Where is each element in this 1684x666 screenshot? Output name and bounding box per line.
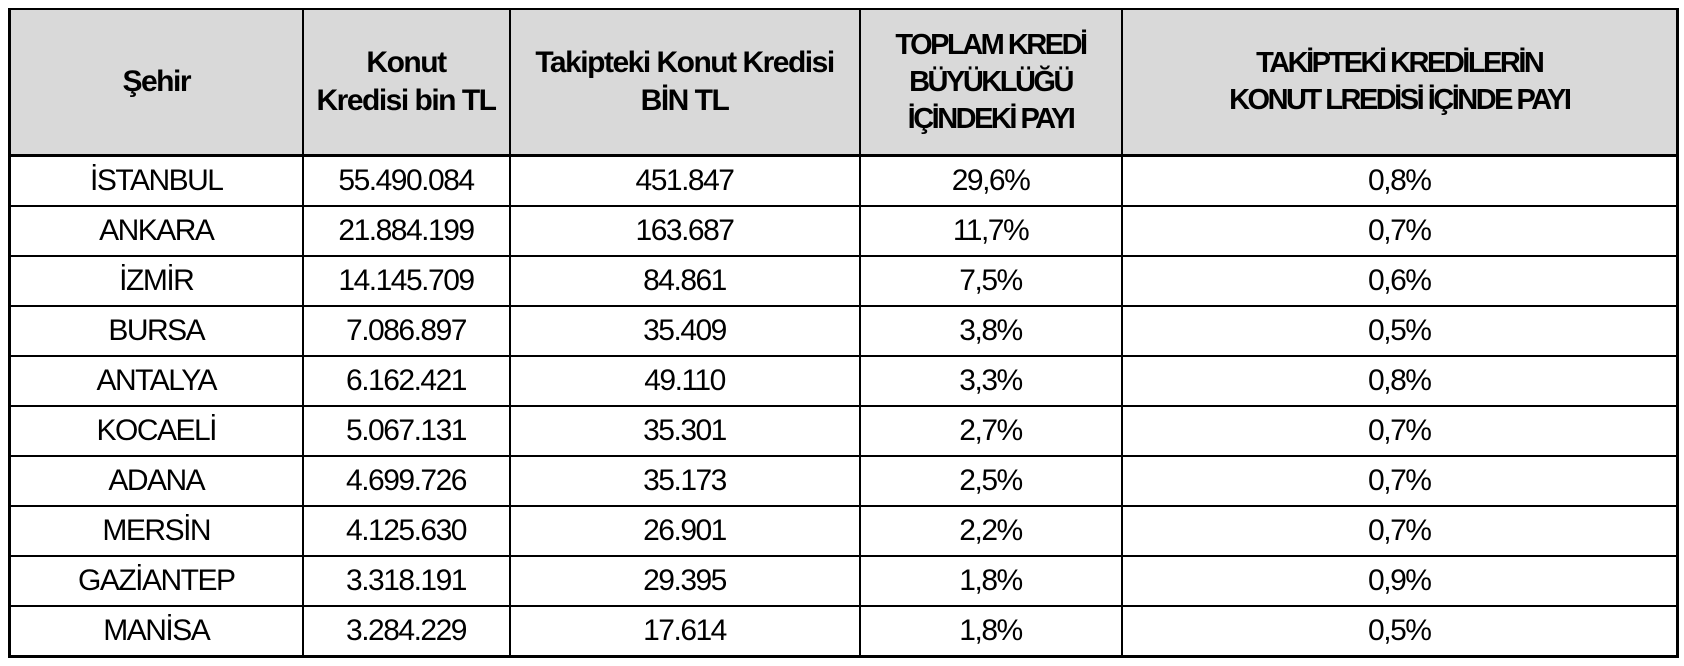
- header-takipteki-kredi-line-2: BİN TL: [640, 84, 729, 117]
- takipteki-cell: 35.173: [510, 456, 860, 506]
- konut-kredisi-cell: 5.067.131: [303, 406, 510, 456]
- city-cell: İSTANBUL: [10, 156, 303, 207]
- city-cell: MANİSA: [10, 606, 303, 657]
- konut-kredisi-cell: 3.284.229: [303, 606, 510, 657]
- toplam-pay-cell: 1,8%: [860, 606, 1122, 657]
- city-cell: MERSİN: [10, 506, 303, 556]
- city-cell: KOCAELİ: [10, 406, 303, 456]
- header-konut-kredisi: [303, 9, 510, 156]
- takipteki-pay-cell: 0,8%: [1122, 156, 1678, 207]
- toplam-pay-cell: 29,6%: [860, 156, 1122, 207]
- header-city: [10, 9, 303, 156]
- takipteki-pay-cell: 0,8%: [1122, 356, 1678, 406]
- takipteki-cell: 26.901: [510, 506, 860, 556]
- header-takipteki-pay-line-1: TAKİPTEKİ KREDİLERİN: [1256, 47, 1543, 79]
- table-row: [10, 206, 1678, 256]
- takipteki-pay-cell: 0,7%: [1122, 506, 1678, 556]
- table-row: [10, 556, 1678, 606]
- header-row: [10, 9, 1678, 156]
- takipteki-pay-cell: 0,7%: [1122, 456, 1678, 506]
- konut-kredisi-cell: 7.086.897: [303, 306, 510, 356]
- table-row: [10, 256, 1678, 306]
- city-cell: BURSA: [10, 306, 303, 356]
- takipteki-cell: 163.687: [510, 206, 860, 256]
- takipteki-pay-cell: 0,9%: [1122, 556, 1678, 606]
- konut-kredisi-cell: 14.145.709: [303, 256, 510, 306]
- city-cell: ANKARA: [10, 206, 303, 256]
- table-body: [10, 156, 1678, 657]
- header-toplam-pay-line-1: TOPLAM KREDİ: [895, 28, 1086, 61]
- header-city-line: Şehir: [122, 65, 191, 98]
- toplam-pay-cell: 2,2%: [860, 506, 1122, 556]
- konut-kredisi-cell: 21.884.199: [303, 206, 510, 256]
- toplam-pay-cell: 3,3%: [860, 356, 1122, 406]
- city-cell: ANTALYA: [10, 356, 303, 406]
- takipteki-cell: 29.395: [510, 556, 860, 606]
- header-toplam-pay: [860, 9, 1122, 156]
- takipteki-cell: 451.847: [510, 156, 860, 207]
- table-row: [10, 306, 1678, 356]
- takipteki-cell: 35.301: [510, 406, 860, 456]
- takipteki-cell: 84.861: [510, 256, 860, 306]
- takipteki-pay-cell: 0,7%: [1122, 206, 1678, 256]
- header-konut-kredisi-line-1: Konut: [366, 46, 446, 79]
- takipteki-cell: 17.614: [510, 606, 860, 657]
- konut-kredisi-cell: 4.699.726: [303, 456, 510, 506]
- takipteki-pay-cell: 0,5%: [1122, 606, 1678, 657]
- header-konut-kredisi-line-2: Kredisi bin TL: [316, 84, 496, 117]
- table-row: [10, 456, 1678, 506]
- table-row: [10, 356, 1678, 406]
- takipteki-pay-cell: 0,6%: [1122, 256, 1678, 306]
- header-takipteki-kredi-line-1: Takipteki Konut Kredisi: [535, 46, 834, 79]
- housing-credit-table: [8, 8, 1679, 658]
- konut-kredisi-cell: 3.318.191: [303, 556, 510, 606]
- header-takipteki-kredi: [510, 9, 860, 156]
- table-row: [10, 606, 1678, 657]
- takipteki-pay-cell: 0,5%: [1122, 306, 1678, 356]
- toplam-pay-cell: 11,7%: [860, 206, 1122, 256]
- header-takipteki-pay: [1122, 9, 1678, 156]
- takipteki-cell: 35.409: [510, 306, 860, 356]
- table-row: [10, 506, 1678, 556]
- toplam-pay-cell: 2,5%: [860, 456, 1122, 506]
- konut-kredisi-cell: 55.490.084: [303, 156, 510, 207]
- konut-kredisi-cell: 4.125.630: [303, 506, 510, 556]
- table-row: [10, 156, 1678, 207]
- takipteki-pay-cell: 0,7%: [1122, 406, 1678, 456]
- konut-kredisi-cell: 6.162.421: [303, 356, 510, 406]
- takipteki-cell: 49.110: [510, 356, 860, 406]
- toplam-pay-cell: 7,5%: [860, 256, 1122, 306]
- header-toplam-pay-line-3: İÇİNDEKİ PAYI: [907, 102, 1074, 135]
- toplam-pay-cell: 3,8%: [860, 306, 1122, 356]
- city-cell: ADANA: [10, 456, 303, 506]
- header-takipteki-pay-line-2: KONUT LREDİSİ İÇİNDE PAYI: [1229, 84, 1570, 116]
- city-cell: İZMİR: [10, 256, 303, 306]
- city-cell: GAZİANTEP: [10, 556, 303, 606]
- toplam-pay-cell: 2,7%: [860, 406, 1122, 456]
- table-row: [10, 406, 1678, 456]
- table-header: [10, 9, 1678, 156]
- header-toplam-pay-line-2: BÜYÜKLÜĞÜ: [909, 65, 1072, 98]
- toplam-pay-cell: 1,8%: [860, 556, 1122, 606]
